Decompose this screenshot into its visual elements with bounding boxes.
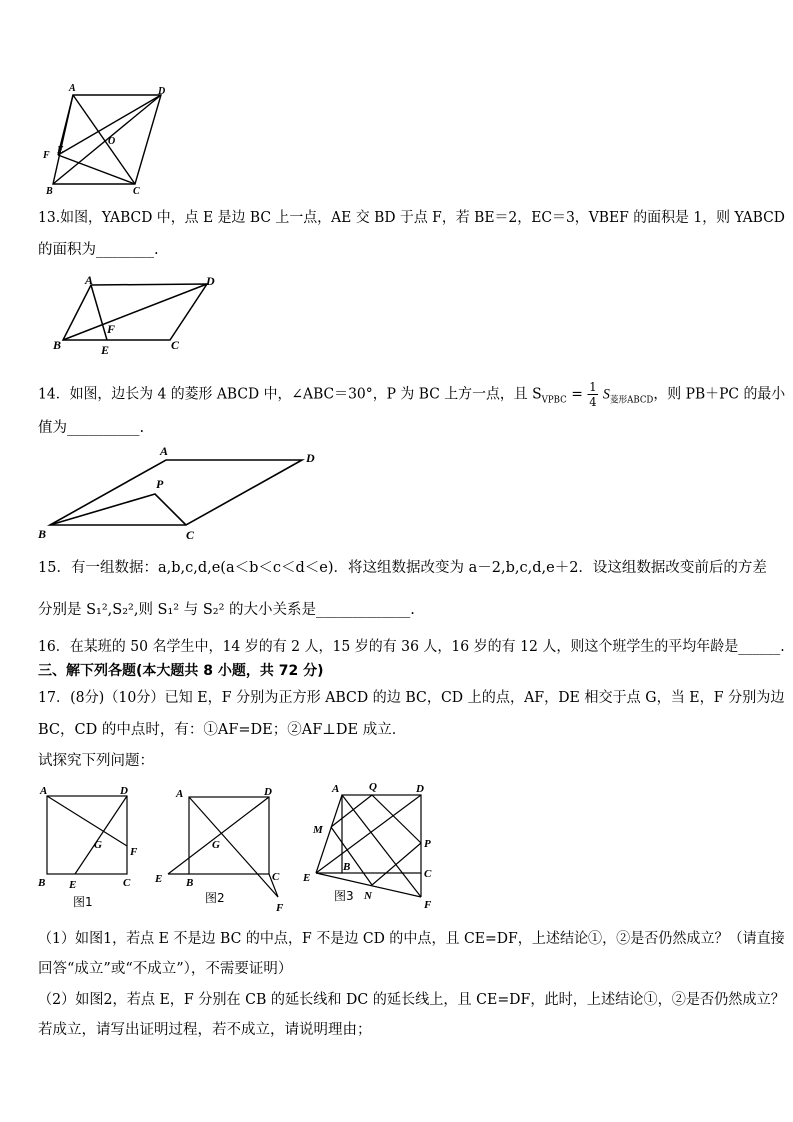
q16-text: 16．在某班的 50 名学生中，14 岁的有 2 人，15 岁的有 36 人，16 岁的有 12 人，则这个班学生的平均年龄是______.: [38, 639, 785, 655]
fig-top-label: E: [57, 145, 64, 156]
q15-line1: 15．有一组数据：a,b,c,d,e(a＜b＜c＜d＜e)．将这组数据改变为 a－2,b,c,d,e＋2．设这组数据改变前后的方差: [38, 560, 767, 576]
fig-top-label: D: [158, 86, 166, 97]
q14-frac-den: 4: [589, 395, 597, 409]
fig17-3-label: M: [313, 824, 323, 836]
fig17-2-label: D: [264, 786, 272, 798]
fig17-2-caption: 图2: [205, 891, 225, 905]
fig17-3-label: A: [332, 783, 340, 795]
fig-top-label: C: [133, 186, 140, 197]
fig13-label: E: [101, 343, 110, 357]
fig17-2-label: E: [155, 873, 163, 885]
fig17-1-label: D: [120, 785, 128, 797]
fig-top-label: F: [43, 150, 50, 161]
fig17-2-label: C: [272, 871, 280, 883]
q17-line1: 17．(8分)（10分）已知 E，F 分别为正方形 ABCD 的边 BC，CD 上的点，AF，DE 相交于点 G，当 E，F 分别为边: [38, 690, 785, 706]
q13-line1: 13.如图，YABCD 中，点 E 是边 BC 上一点，AE 交 BD 于点 F，若 BE＝2，EC＝3，VBEF 的面积是 1，则 YABCD: [38, 210, 785, 226]
fig17-1-label: C: [123, 877, 131, 889]
fig13-label: A: [85, 273, 94, 287]
fig14-label: A: [160, 444, 169, 458]
fig17-1-label: E: [69, 879, 77, 891]
q14-eq: =: [566, 386, 588, 403]
q17-part2-line2: 若成立，请写出证明过程，若不成立，请说明理由；: [38, 1022, 372, 1038]
fig17-3-label: N: [364, 890, 372, 902]
q14-s2: S: [602, 386, 610, 403]
q15-line2: 分别是 S₁²,S₂²,则 S₁² 与 S₂² 的大小关系是_____________.: [38, 602, 415, 618]
q17-line3: 试探究下列问题：: [38, 753, 154, 769]
q14-line1: [38, 380, 785, 409]
q14-sub1: VPBC: [541, 395, 567, 406]
fig17-3-caption: 图3: [334, 889, 354, 903]
fig13-label: C: [171, 338, 180, 352]
fig17-3-label: D: [416, 783, 424, 795]
fig17-1-label: A: [40, 785, 48, 797]
q17-part2-line1: （2）如图2，若点 E，F 分别在 CB 的延长线和 DC 的延长线上，且 CE=DF，此时，上述结论①，②是否仍然成立？: [38, 992, 785, 1008]
fig17-1-label: B: [38, 877, 46, 889]
q17-part1-line1: （1）如图1，若点 E 不是边 BC 的中点，F 不是边 CD 的中点，且 CE=DF，上述结论①，②是否仍然成立？（请直接: [38, 931, 785, 947]
fig17-1-label: G: [94, 839, 102, 851]
fig17-2-label: G: [212, 839, 220, 851]
fig17-3-label: B: [343, 861, 351, 873]
fig14-label: P: [156, 477, 164, 491]
fig-top-label: A: [69, 83, 76, 94]
fig17-1-label: F: [130, 846, 138, 858]
q14-line2: 值为__________.: [38, 420, 145, 436]
fig14-label: D: [306, 451, 315, 465]
fig14-label: B: [38, 527, 47, 541]
fig-top-label: O: [108, 136, 116, 147]
fig17-3-label: Q: [369, 781, 377, 793]
fig17-1-caption: 图1: [73, 895, 93, 909]
q17-part1-line2: 回答“成立”或“不成立”），不需要证明）: [38, 961, 293, 977]
q14-fraction: [587, 380, 598, 409]
q14-sub2: 菱形ABCD: [609, 395, 654, 406]
fig17-2-label: A: [176, 788, 184, 800]
q13-line2: 的面积为________.: [38, 242, 159, 258]
q14-post: ，则 PB＋PC 的最小: [653, 386, 786, 403]
fig14-label: C: [186, 528, 195, 542]
fig-top-label: B: [46, 186, 53, 197]
q14-frac-num: 1: [589, 380, 597, 394]
fig17-3-label: F: [424, 899, 432, 911]
fig13-label: B: [53, 338, 62, 352]
q14-pre: 14．如图，边长为 4 的菱形 ABCD 中，∠ABC＝30°，P 为 BC 上方一点，且 S: [38, 386, 542, 403]
fig17-3-label: P: [424, 838, 431, 850]
fig17-3-label: E: [303, 872, 311, 884]
fig13-label: F: [107, 322, 116, 336]
fig17-3-label: C: [424, 868, 432, 880]
q17-line2: BC，CD 的中点时，有：①AF=DE；②AF⊥DE 成立．: [38, 722, 407, 738]
fig17-2-label: B: [186, 877, 194, 889]
section3-title: 三、解下列各题(本大题共 8 小题，共 72 分): [38, 663, 324, 679]
fig17-2-label: F: [276, 902, 284, 914]
fig13-label: D: [206, 274, 215, 288]
